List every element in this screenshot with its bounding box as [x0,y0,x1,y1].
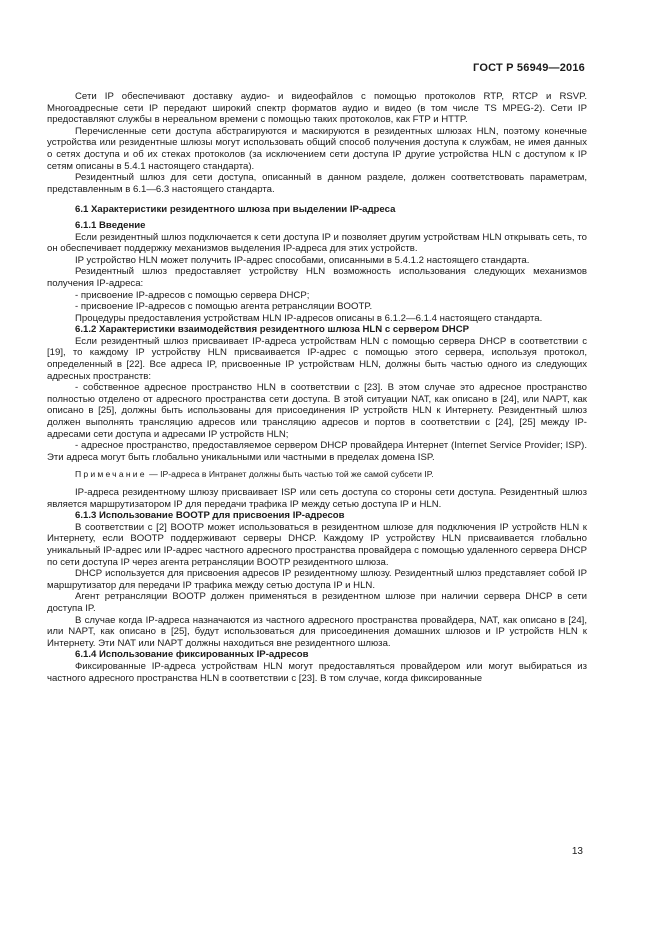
paragraph: DHCP используется для присвоения адресов IP резидентному шлюзу. Резидентный шлюз представляет собой IP маршрутизатор для передачи IP трафика между сетью доступа IP и HLN. [47,568,587,591]
paragraph: Резидентный шлюз для сети доступа, описанный в данном разделе, должен соответствовать параметрам, представленным в 6.1—6.3 настоящего стандарта. [47,172,587,195]
subsection-heading-6-1-4: 6.1.4 Использование фиксированных IP-адресов [75,649,309,661]
list-item: - адресное пространство, предоставляемое сервером DHCP провайдера Интернет (Internet Service Provider; ISP). Эти адреса могут быть глобально уникальными или частными в пределах домена ISP. [47,440,587,463]
paragraph: IP-адреса резидентному шлюзу присваивает ISP или сеть доступа со стороны сети доступа. Резидентный шлюз является маршрутизатором IP для передачи трафика IP между сетью доступа IP и HLN. [47,487,587,510]
list-item: - присвоение IP-адресов с помощью сервера DHCP; [75,289,310,301]
note-text: — IP-адреса в Интранет должны быть частью той же самой субсети IP. [146,469,434,480]
page-number: 13 [571,846,583,857]
paragraph: Резидентный шлюз предоставляет устройству HLN возможность использования следующих механизмов получения IP-адреса: [47,266,587,289]
paragraph: Если резидентный шлюз подключается к сети доступа IP и позволяет другим устройствам HLN открывать сеть, то он обеспечивает поддержку механизмов выделения IP-адреса для этих устройств. [47,231,587,255]
standard-number-header: ГОСТ Р 56949—2016 [473,62,585,74]
paragraph: Если резидентный шлюз присваивает IP-адреса устройствам HLN с помощью сервера DHCP в соответствии с [19], то каждому IP устройству HLN присваивается IP-адрес с помощью этого сервера, используя протокол, определенный в [22]. Все адреса IP, присвоенные IP устройствам HLN, должны быть частью одного из следующих адресных пространств: [47,335,587,382]
paragraph: IP устройство HLN может получить IP-адрес способами, описанными в 5.4.1.2 настоящего стандарта. [75,254,530,266]
list-item: - собственное адресное пространство HLN в соответствии с [23]. В этом случае это адресное пространство полностью отделено от адресного пространства сети доступа. В этой ситуации NAT, как описано в [24], или NAPT, как описано в [25], должны быть использованы для присоединения IP устройств HLN к Интернету. Резидентный шлюз должен выполнять трансляцию адресов или трансляцию адресов и портов в соответствии с [24], [25] между IP-адресами сети доступа и адресами IP устройств HLN; [47,382,587,440]
section-heading-6-1: 6.1 Характеристики резидентного шлюза при выделении IP-адреса [75,204,396,216]
subsection-heading-6-1-3: 6.1.3 Использование BOOTP для присвоения IP-адресов [75,510,345,522]
body-text [47,91,587,684]
list-item: - присвоение IP-адресов с помощью агента ретрансляции BOOTP. [75,301,373,313]
subsection-heading-6-1-2: 6.1.2 Характеристики взаимодействия резидентного шлюза HLN с сервером DHCP [75,324,470,336]
note-label: Примечание [75,469,147,480]
paragraph: Перечисленные сети доступа абстрагируются и маскируются в резидентных шлюзах HLN, поэтому конечные устройства или резидентные шлюзы могут использовать общий способ получения доступа к службам, не имея данных о сетях доступа и об их стеках протоколов (за исключением сети доступа IP другие устройства HLN с доступом к IP сетям описаны в 5.4.1 настоящего стандарта). [47,125,587,172]
subsection-heading-6-1-1: 6.1.1 Введение [75,219,146,231]
paragraph: В соответствии с [2] BOOTP может использоваться в резидентном шлюзе для подключения IP устройств HLN к Интернету, если BOOTP поддерживают серверы DHCP. Каждому IP устройству HLN присваивается глобально уникальный IP-адрес или IP-адрес частного адресного пространства провайдера с помощью удаленного сервера DHCP по сети доступа IP через агента ретрансляции BOOTP резидентного шлюза. [47,521,587,568]
note [47,469,587,481]
paragraph: Сети IP обеспечивают доставку аудио- и видеофайлов с помощью протоколов RTP, RTCP и RSVP. Многоадресные сети IP передают широкий спектр форматов аудио и видео (в том числе TS MPEG-2). Сети IP предоставляют службы в нереальном времени с помощью таких протоколов, как FTP и HTTP. [47,91,587,126]
paragraph: Агент ретрансляции BOOTP должен применяться в резидентном шлюзе при наличии сервера DHCP в сети доступа IP. [47,591,587,614]
paragraph: Фиксированные IP-адреса устройствам HLN могут предоставляться провайдером или могут выбираться из частного адресного пространства HLN в соответствии с [23]. В том случае, когда фиксированные [47,660,587,684]
paragraph: В случае когда IP-адреса назначаются из частного адресного пространства провайдера, NAT, как описано в [24], или NAPT, как описано в [25], будут использоваться для присоединения домашних шлюзов и IP устройств HLN к Интернету. Эти NAT или NAPT должны находиться вне резидентного шлюза. [47,614,587,649]
paragraph: Процедуры предоставления устройствам HLN IP-адресов описаны в 6.1.2—6.1.4 настоящего стандарта. [75,312,543,324]
